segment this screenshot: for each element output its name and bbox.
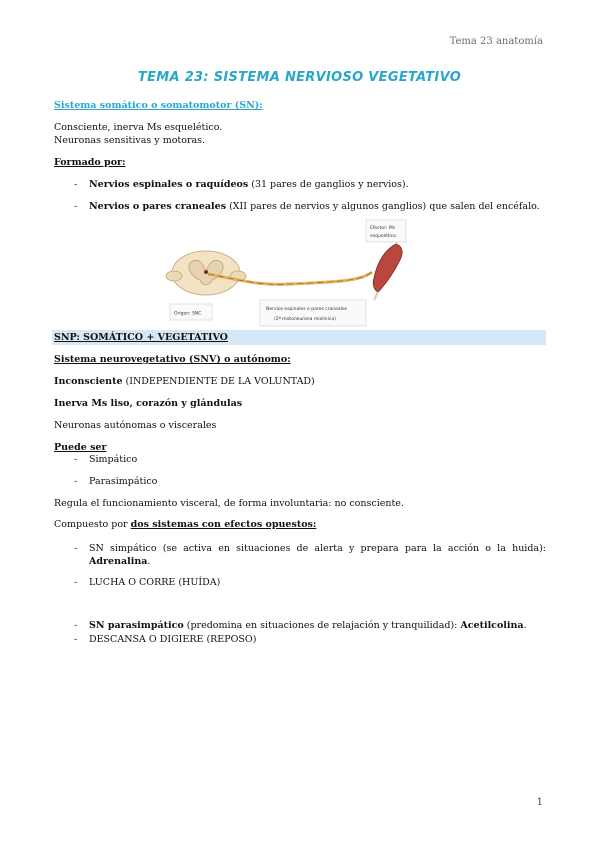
bullet-bold: Nervios o pares craneales [89,201,227,212]
rest-item: DESCANSA O DIGIERE (REPOSO) [89,634,257,645]
bullet-rest: (31 pares de ganglios y nervios). [248,179,409,190]
parasympathetic-item [89,619,527,632]
page-number: 1 [536,797,543,808]
bullet-dash: - [74,179,78,190]
fight-item: LUCHA O CORRE (HUÍDA) [89,577,221,588]
para-bold: SN parasimpático [89,620,184,631]
para-bold-2: Acetilcolina [460,620,524,631]
spinal-cord-illustration [166,251,246,295]
innervates-line: Inerva Ms liso, corazón y glándulas [54,398,243,409]
bullet-dash: - [74,634,78,645]
composed-bold: dos sistemas con efectos opuestos: [130,519,317,530]
regulates-line: Regula el funcionamiento visceral, de forma involuntaria: no consciente. [54,498,404,509]
composed-prefix: Compuesto por [54,519,131,530]
somatic-line-1: Consciente, inerva Ms esquelético. [54,122,223,133]
bullet-cranial-nerves [89,200,540,213]
bullet-dash: - [74,454,78,465]
nerves-label-1: Nervios espinales o pares craneales [266,307,347,312]
type-sympathetic: Simpático [89,454,138,465]
skeletal-muscle-illustration [373,236,402,300]
running-header: Tema 23 anatomía [449,36,543,47]
bullet-dash: - [74,543,78,554]
bullet-dash: - [74,577,78,588]
composed-line [54,518,316,531]
effector-label-2: esquelético [370,234,396,239]
snp-heading: SNP: SOMÁTICO + VEGETATIVO [54,332,228,343]
sympathetic-bold: Adrenalina [89,556,148,567]
para-rest: (predomina en situaciones de relajación y tranquilidad): [183,620,461,631]
bullet-dash: - [74,476,78,487]
can-be-heading: Puede ser [54,442,107,453]
unconscious-rest: (INDEPENDIENTE DE LA VOLUNTAD) [122,376,315,387]
para-end: . [523,620,527,631]
bullet-bold: Nervios espinales o raquídeos [89,179,249,190]
bullet-dash: - [74,201,78,212]
bullet-dash: - [74,620,78,631]
somatic-line-2: Neuronas sensitivas y motoras. [54,135,206,146]
effector-label-1: Efector: Ms [370,226,396,231]
sympathetic-end: . [147,556,151,567]
unconscious-line [54,375,315,388]
type-parasympathetic: Parasimpático [89,476,158,487]
formed-by-heading: Formado por: [54,157,126,168]
nerves-label-2: (2ª motoneurona mielínica) [274,317,336,322]
somatic-pathway-figure [160,218,410,330]
page-title: TEMA 23: SISTEMA NERVIOSO VEGETATIVO [137,70,462,85]
bullet-rest: (XII pares de nervios y algunos ganglios) que salen del encéfalo. [226,201,540,212]
somatic-heading: Sistema somático o somatomotor (SN): [54,100,263,111]
unconscious-bold: Inconsciente [54,376,123,387]
autonomic-heading: Sistema neurovegetativo (SNV) o autónomo: [54,354,291,365]
sympathetic-text: SN simpático (se activa en situaciones de alerta y prepara para la acción o la huida): [89,543,546,554]
origin-label: Origen: SNC [174,311,202,317]
neurons-line: Neuronas autónomas o viscerales [54,420,217,431]
sympathetic-item [89,542,546,568]
bullet-spinal-nerves [89,178,409,191]
